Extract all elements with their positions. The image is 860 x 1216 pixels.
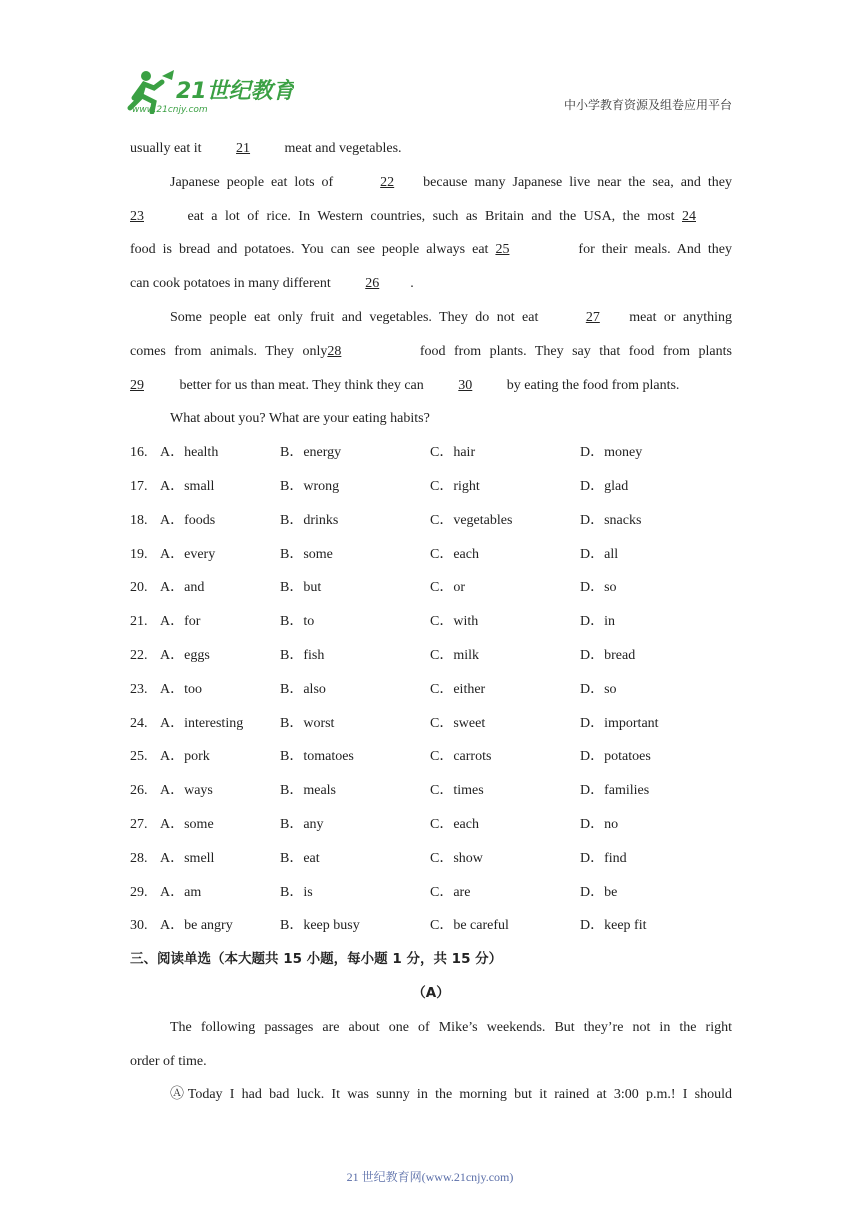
question-number: 23. (130, 681, 148, 697)
option-b: B．any (280, 816, 324, 832)
option-a: A．smell (160, 850, 215, 866)
option-a: A．every (160, 546, 216, 562)
option-row (130, 673, 732, 707)
option-a: A．small (160, 478, 215, 494)
option-row (130, 808, 732, 842)
question-number: 18. (130, 512, 148, 528)
passage-line: 23 eat a lot of rice. In Western countries, such as Britain and the USA, the most 24 (130, 200, 732, 234)
option-b: B．meals (280, 783, 336, 799)
passage-line: What about you? What are your eating habits? (170, 411, 430, 427)
option-b: B．some (280, 546, 333, 562)
passage-line: usually eat it 21 meat and vegetables. (130, 132, 732, 166)
option-d: D．so (580, 580, 617, 596)
blank-26: 26 (365, 276, 380, 292)
option-c: C．hair (430, 445, 476, 461)
question-number: 26. (130, 783, 148, 799)
option-a: A．foods (160, 512, 216, 528)
question-number: 28. (130, 850, 148, 866)
option-a: A．for (160, 614, 201, 630)
option-row (130, 571, 732, 605)
blank-28: 28 (327, 343, 342, 359)
option-c: C．right (430, 478, 480, 494)
option-row (130, 436, 732, 470)
option-c: C．times (430, 783, 484, 799)
option-c: C．each (430, 816, 479, 832)
question-number: 20. (130, 580, 148, 596)
logo-runner-icon (124, 68, 294, 114)
option-d: D．snacks (580, 512, 642, 528)
option-a: A．some (160, 816, 214, 832)
passage-line: can cook potatoes in many different 26 . (130, 267, 732, 301)
blank-21: 21 (236, 141, 251, 156)
blank-27: 27 (585, 309, 600, 325)
option-a: A．ways (160, 783, 213, 799)
question-number: 21. (130, 614, 148, 630)
option-d: D．money (580, 445, 643, 461)
option-d: D．so (580, 681, 617, 697)
option-d: D．glad (580, 478, 629, 494)
option-c: C．milk (430, 647, 480, 663)
option-c: C．carrots (430, 749, 492, 765)
option-row (130, 605, 732, 639)
blank-24: 24 (682, 208, 696, 224)
option-c: C．either (430, 681, 486, 697)
passage-line: comes from animals. They only28 food from plants. They say that food from plants (130, 335, 732, 369)
option-c: C．vegetables (430, 512, 513, 528)
option-c: C．with (430, 614, 479, 630)
option-d: D．find (580, 850, 627, 866)
option-a: A．and (160, 580, 205, 596)
svg-text:21世纪教育: 21世纪教育 (176, 79, 294, 104)
blank-22: 22 (380, 174, 395, 190)
option-b: B．fish (280, 647, 325, 663)
question-number: 17. (130, 478, 148, 494)
option-row (130, 504, 732, 538)
passage-line: Some people eat only fruit and vegetables. They do not eat 27 meat or anything (130, 301, 732, 335)
option-c: C．are (430, 884, 471, 900)
question-number: 16. (130, 445, 148, 461)
svg-text:www.21cnjy.com: www.21cnjy.com (132, 105, 208, 114)
option-a: A．health (160, 445, 219, 461)
option-a: A．eggs (160, 647, 210, 663)
option-row (130, 909, 732, 943)
option-row (130, 470, 732, 504)
option-d: D．bread (580, 647, 636, 663)
blank-30: 30 (458, 377, 473, 393)
option-d: D．important (580, 715, 659, 731)
option-d: D．be (580, 884, 618, 900)
option-c: C．show (430, 850, 483, 866)
footer-text: 21 世纪教育网(www.21cnjy.com) (346, 1170, 514, 1184)
option-c: C．be careful (430, 918, 509, 934)
option-b: B．worst (280, 715, 335, 731)
option-b: B．also (280, 681, 326, 697)
question-number: 22. (130, 647, 148, 663)
passage-line: 29 better for us than meat. They think they can 30 by eating the food from plants. (130, 369, 732, 403)
option-b: B．energy (280, 445, 342, 461)
option-b: B．eat (280, 850, 320, 866)
option-c: C．or (430, 580, 465, 596)
passage-line: The following passages are about one of Mike’s weekends. But they’re not in the right (170, 1019, 732, 1035)
question-number: 19. (130, 546, 148, 562)
option-b: B．wrong (280, 478, 340, 494)
passage-line: ⒶToday I had bad luck. It was sunny in the morning but it rained at 3:00 p.m.! I should (170, 1087, 732, 1103)
passage-line: Japanese people eat lots of 22 because many Japanese live near the sea, and they (130, 166, 732, 200)
passage-line: order of time. (130, 1053, 207, 1069)
option-c: C．sweet (430, 715, 486, 731)
section-title: 三、阅读单选（本大题共 15 小题，每小题 1 分，共 15 分） (130, 951, 503, 968)
question-number: 29. (130, 884, 148, 900)
part-label: （A） (412, 984, 450, 1001)
option-row (130, 842, 732, 876)
option-b: B．keep busy (280, 918, 360, 934)
options-list (130, 436, 732, 943)
option-row (130, 707, 732, 741)
option-row (130, 740, 732, 774)
option-row (130, 876, 732, 910)
option-b: B．is (280, 884, 313, 900)
option-b: B．tomatoes (280, 749, 354, 765)
option-b: B．drinks (280, 512, 339, 528)
blank-29: 29 (130, 377, 144, 393)
option-c: C．each (430, 546, 479, 562)
option-d: D．no (580, 816, 619, 832)
platform-title: 中小学教育资源及组卷应用平台 (563, 98, 732, 112)
site-logo (124, 68, 294, 114)
option-a: A．pork (160, 749, 210, 765)
question-number: 24. (130, 715, 148, 731)
question-number: 25. (130, 749, 148, 765)
option-row (130, 774, 732, 808)
option-d: D．all (580, 546, 619, 562)
question-number: 27. (130, 816, 148, 832)
option-a: A．interesting (160, 715, 244, 731)
option-b: B．to (280, 614, 315, 630)
option-row (130, 639, 732, 673)
option-b: B．but (280, 580, 322, 596)
option-a: A．am (160, 884, 202, 900)
option-d: D．keep fit (580, 918, 647, 934)
option-d: D．families (580, 783, 650, 799)
option-a: A．too (160, 681, 202, 697)
question-number: 30. (130, 918, 148, 934)
option-row (130, 538, 732, 572)
document-body (130, 132, 732, 1112)
option-d: D．potatoes (580, 749, 651, 765)
passage-line: food is bread and potatoes. You can see people always eat 25 for their meals. And they (130, 233, 732, 267)
blank-25: 25 (495, 242, 510, 258)
blank-23: 23 (130, 208, 144, 224)
option-d: D．in (580, 614, 615, 630)
option-a: A．be angry (160, 918, 233, 934)
